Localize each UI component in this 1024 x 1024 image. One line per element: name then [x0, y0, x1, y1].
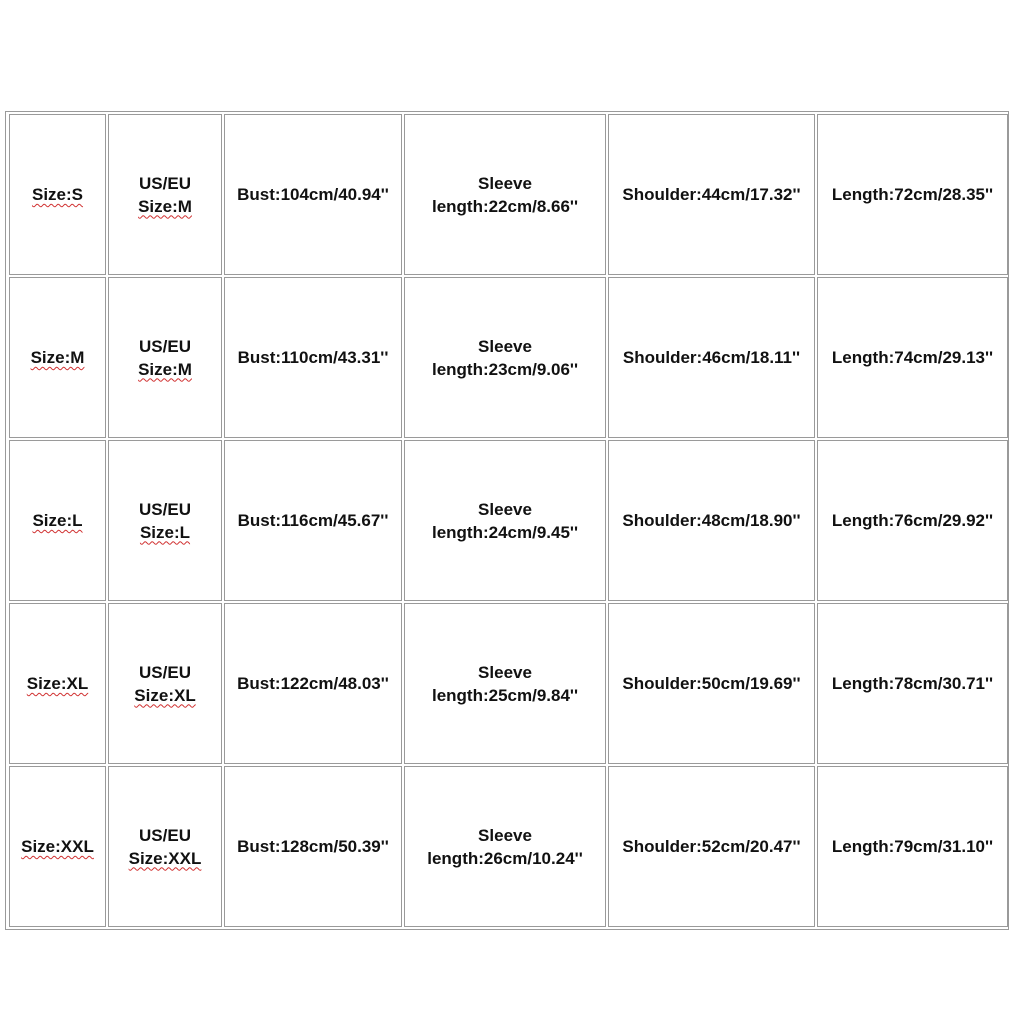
sleeve-label: Sleeve	[478, 499, 532, 519]
shoulder-value: Shoulder:44cm/17.32''	[622, 185, 801, 204]
sleeve-value: length:24cm/9.45''	[431, 522, 579, 542]
bust-value: Bust:116cm/45.67''	[237, 511, 389, 530]
size-cell	[9, 766, 106, 927]
length-value: Length:78cm/30.71''	[831, 674, 994, 693]
size-cell	[9, 114, 106, 275]
length-cell	[817, 440, 1008, 601]
sleeve-label: Sleeve	[478, 173, 532, 193]
size-chart-table	[5, 111, 1009, 930]
bust-value: Bust:122cm/48.03''	[237, 674, 389, 693]
shoulder-cell	[608, 440, 815, 601]
us-eu-size-cell	[108, 603, 222, 764]
length-value: Length:79cm/31.10''	[831, 837, 994, 856]
us-eu-label: US/EU	[139, 825, 191, 845]
sleeve-cell	[404, 277, 606, 438]
length-value: Length:74cm/29.13''	[831, 348, 994, 367]
us-eu-size-value: Size:L	[139, 522, 191, 542]
us-eu-size-value: Size:XXL	[128, 848, 202, 868]
us-eu-size-value: Size:M	[138, 359, 192, 379]
sleeve-label: Sleeve	[478, 825, 532, 845]
length-cell	[817, 114, 1008, 275]
us-eu-size-cell	[108, 277, 222, 438]
us-eu-label: US/EU	[139, 499, 191, 519]
size-cell	[9, 440, 106, 601]
sleeve-label: Sleeve	[478, 662, 532, 682]
length-value: Length:72cm/28.35''	[831, 185, 994, 204]
us-eu-label: US/EU	[139, 662, 191, 682]
us-eu-size-cell	[108, 440, 222, 601]
shoulder-value: Shoulder:52cm/20.47''	[622, 837, 801, 856]
shoulder-cell	[608, 277, 815, 438]
length-cell	[817, 766, 1008, 927]
shoulder-cell	[608, 766, 815, 927]
size-label: Size:S	[31, 185, 84, 204]
us-eu-label: US/EU	[139, 336, 191, 356]
size-cell	[9, 277, 106, 438]
bust-value: Bust:110cm/43.31''	[237, 348, 389, 367]
bust-cell	[224, 114, 402, 275]
length-cell	[817, 277, 1008, 438]
us-eu-size-cell	[108, 114, 222, 275]
sleeve-label: Sleeve	[478, 336, 532, 356]
us-eu-size-value: Size:XL	[134, 685, 196, 705]
sleeve-cell	[404, 603, 606, 764]
sleeve-value: length:26cm/10.24''	[427, 848, 583, 868]
us-eu-size-value: Size:M	[138, 196, 192, 216]
sleeve-cell	[404, 114, 606, 275]
bust-value: Bust:104cm/40.94''	[237, 185, 389, 204]
bust-cell	[224, 440, 402, 601]
shoulder-value: Shoulder:46cm/18.11''	[622, 348, 801, 367]
bust-cell	[224, 766, 402, 927]
bust-cell	[224, 277, 402, 438]
size-label: Size:M	[30, 348, 85, 367]
us-eu-label: US/EU	[139, 173, 191, 193]
shoulder-cell	[608, 603, 815, 764]
sleeve-value: length:22cm/8.66''	[431, 196, 579, 216]
shoulder-value: Shoulder:50cm/19.69''	[622, 674, 801, 693]
size-label: Size:L	[32, 511, 83, 530]
sleeve-cell	[404, 440, 606, 601]
size-cell	[9, 603, 106, 764]
sleeve-value: length:23cm/9.06''	[431, 359, 579, 379]
length-cell	[817, 603, 1008, 764]
length-value: Length:76cm/29.92''	[831, 511, 994, 530]
us-eu-size-cell	[108, 766, 222, 927]
size-label: Size:XXL	[21, 837, 94, 856]
shoulder-cell	[608, 114, 815, 275]
shoulder-value: Shoulder:48cm/18.90''	[622, 511, 801, 530]
bust-value: Bust:128cm/50.39''	[237, 837, 389, 856]
size-label: Size:XL	[26, 674, 89, 693]
sleeve-value: length:25cm/9.84''	[431, 685, 579, 705]
bust-cell	[224, 603, 402, 764]
sleeve-cell	[404, 766, 606, 927]
